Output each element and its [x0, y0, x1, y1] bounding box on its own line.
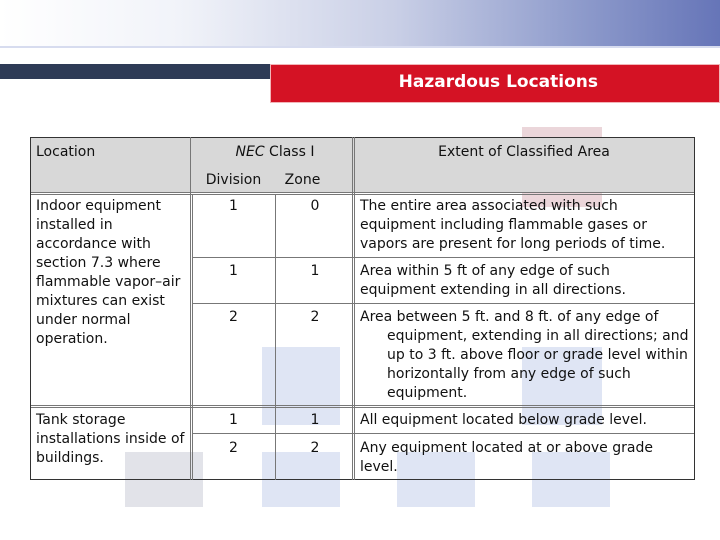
row-divider [192, 433, 695, 434]
extent-cell: The entire area associated with such equipment including flammable gases or vapors are present for long periods of time. [360, 198, 666, 252]
division-cell: 1 [229, 198, 238, 214]
row-divider [30, 192, 695, 193]
header-division: Division [205, 172, 262, 188]
row-divider [192, 303, 695, 304]
column-divider [192, 194, 193, 480]
extent-cell: Area within 5 ft of any edge of such equipment extending in all directions. [360, 263, 626, 298]
row-divider [192, 257, 695, 258]
zone-cell: 1 [310, 412, 320, 428]
column-divider [354, 137, 355, 480]
column-divider [190, 137, 191, 480]
zone-cell: 0 [310, 198, 320, 214]
header-zone: Zone [284, 172, 321, 188]
header-nec-class [196, 143, 354, 162]
table-border-bottom [30, 479, 695, 480]
table-border-top [30, 137, 695, 138]
division-cell: 1 [229, 263, 238, 279]
table-border-left [30, 137, 31, 480]
table-border-right [694, 137, 695, 480]
header-extent: Extent of Classified Area [438, 144, 610, 160]
extent-cell: All equipment located below grade level. [360, 412, 647, 428]
slide-title: Hazardous Locations [398, 72, 598, 92]
extent-cell: Area between 5 ft. and 8 ft. of any edge of equipment, extending in all directions; and up to 3 ft. above floor or grade level within horizontally from any edge of such equipment. [360, 309, 689, 401]
division-cell: 2 [229, 309, 238, 325]
zone-cell: 2 [310, 309, 320, 325]
row-divider [30, 407, 695, 408]
column-divider [352, 137, 353, 480]
nec-class-label: Class I [264, 144, 315, 160]
column-divider [275, 194, 276, 480]
zone-cell: 2 [310, 440, 320, 456]
division-cell: 2 [229, 440, 238, 456]
nec-abbreviation: NEC [235, 144, 265, 160]
location-cell: Indoor equipment installed in accordance with section 7.3 where flammable vapor–air mixtures can exist under normal operation. [36, 198, 181, 347]
zone-cell: 1 [310, 263, 320, 279]
row-divider [30, 194, 695, 195]
row-divider [30, 405, 695, 406]
division-cell: 1 [229, 412, 238, 428]
location-cell: Tank storage installations inside of buildings. [36, 412, 185, 466]
header-location: Location [36, 144, 96, 160]
extent-cell: Any equipment located at or above grade level. [360, 440, 653, 475]
